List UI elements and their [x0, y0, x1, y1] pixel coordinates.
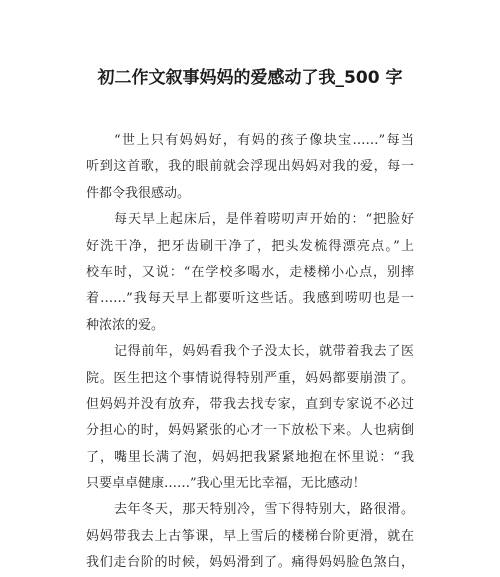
text-line: 记得前年，妈妈看我个子没太长，就带着我去了医 [114, 344, 414, 360]
text-line: 了，嘴里长满了泡，妈妈把我紧紧地抱在怀里说：“我 [86, 449, 414, 465]
text-line: 只要卓卓健康……”我心里无比幸福，无比感动！ [86, 476, 366, 492]
text-line: 分担心的时，妈妈紧张的心才一下放松下来。人也病倒 [86, 423, 414, 439]
text-line: 院。医生把这个事情说得特别严重，妈妈都要崩溃了。 [86, 370, 414, 386]
text-line: 去年冬天，那天特别冷，雪下得特别大，路很滑。 [114, 502, 414, 518]
text-line: 我们走台阶的时候，妈妈滑到了。痛得妈妈脸色煞白， [86, 555, 414, 571]
text-line: 着……”我每天早上都要听这些话。我感到唠叨也是一 [86, 291, 414, 307]
text-line: 听到这首歌，我的眼前就会浮现出妈妈对我的爱，每一 [86, 159, 414, 175]
text-line: 件都令我很感动。 [86, 185, 191, 201]
document-body [86, 128, 414, 577]
text-line: 妈妈带我去上古筝课，早上雪后的楼梯台阶更滑，就在 [86, 528, 414, 544]
text-line: 每天早上起床后，是伴着唠叨声开始的：“把脸好 [114, 212, 414, 228]
text-line: 但妈妈并没有放弃，带我去找专家，直到专家说不必过 [86, 396, 414, 412]
text-line: “世上只有妈妈好，有妈的孩子像块宝……”每当 [114, 133, 414, 148]
text-line: 好洗干净，把牙齿刷干净了，把头发梳得漂亮点。”上 [86, 238, 414, 254]
text-line: 校车时，又说：“在学校多喝水，走楼梯小心点，别摔 [86, 264, 414, 280]
text-line: 种浓浓的爱。 [86, 317, 165, 333]
document-title: 初二作文叙事妈妈的爱感动了我_500 字 [97, 68, 403, 88]
